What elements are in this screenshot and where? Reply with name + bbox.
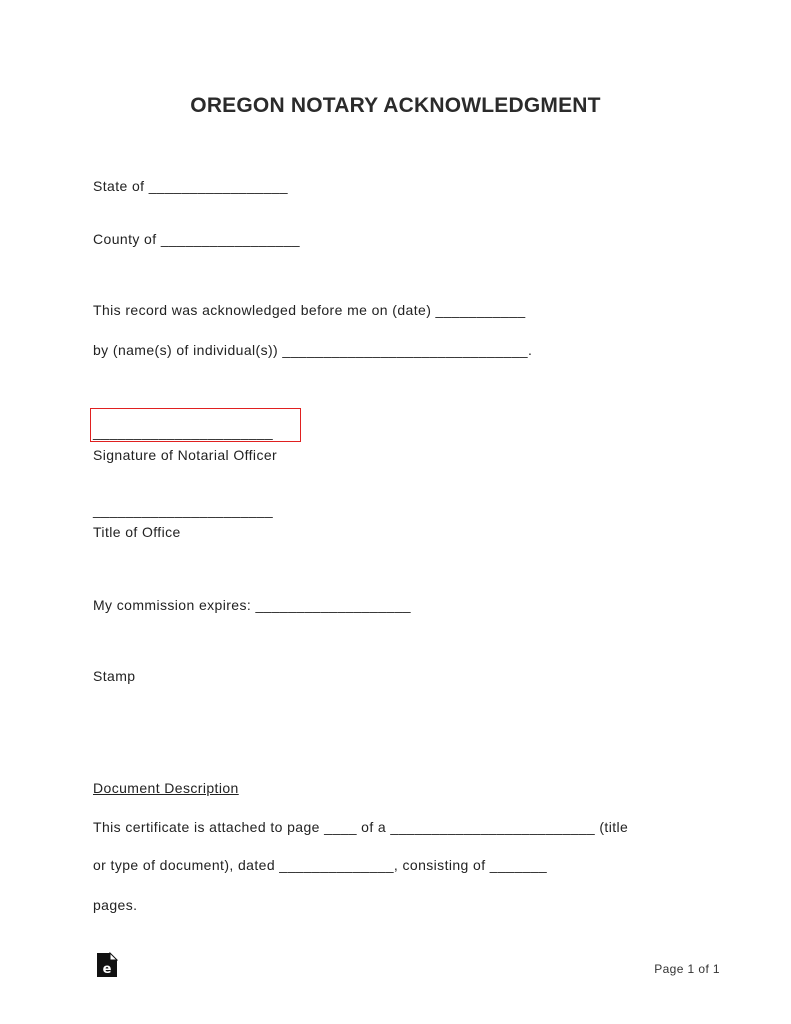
signature-line[interactable]: ______________________ xyxy=(93,424,274,440)
title-of-office-line[interactable]: ______________________ xyxy=(93,502,274,518)
svg-text:e: e xyxy=(102,962,112,977)
county-of-field: County of _________________ xyxy=(93,231,300,247)
state-of-field: State of _________________ xyxy=(93,178,288,194)
commission-expires-field: My commission expires: ___________________ xyxy=(93,597,411,613)
description-line-2: or type of document), dated ______________, consisting of _______ xyxy=(93,857,548,873)
title-of-office-label: Title of Office xyxy=(93,524,181,540)
acknowledgment-date-field: This record was acknowledged before me on (date) ___________ xyxy=(93,302,526,318)
page-number: Page 1 of 1 xyxy=(654,962,720,976)
stamp-label: Stamp xyxy=(93,668,136,684)
signature-label: Signature of Notarial Officer xyxy=(93,447,278,463)
document-title: OREGON NOTARY ACKNOWLEDGMENT xyxy=(190,94,601,117)
document-description-heading: Document Description xyxy=(93,780,239,796)
individual-names-field: by (name(s) of individual(s)) ______________________________. xyxy=(93,342,533,358)
description-line-3: pages. xyxy=(93,897,138,913)
eforms-logo-icon xyxy=(96,952,118,978)
description-line-1: This certificate is attached to page ____ of a _________________________ (title xyxy=(93,819,629,835)
